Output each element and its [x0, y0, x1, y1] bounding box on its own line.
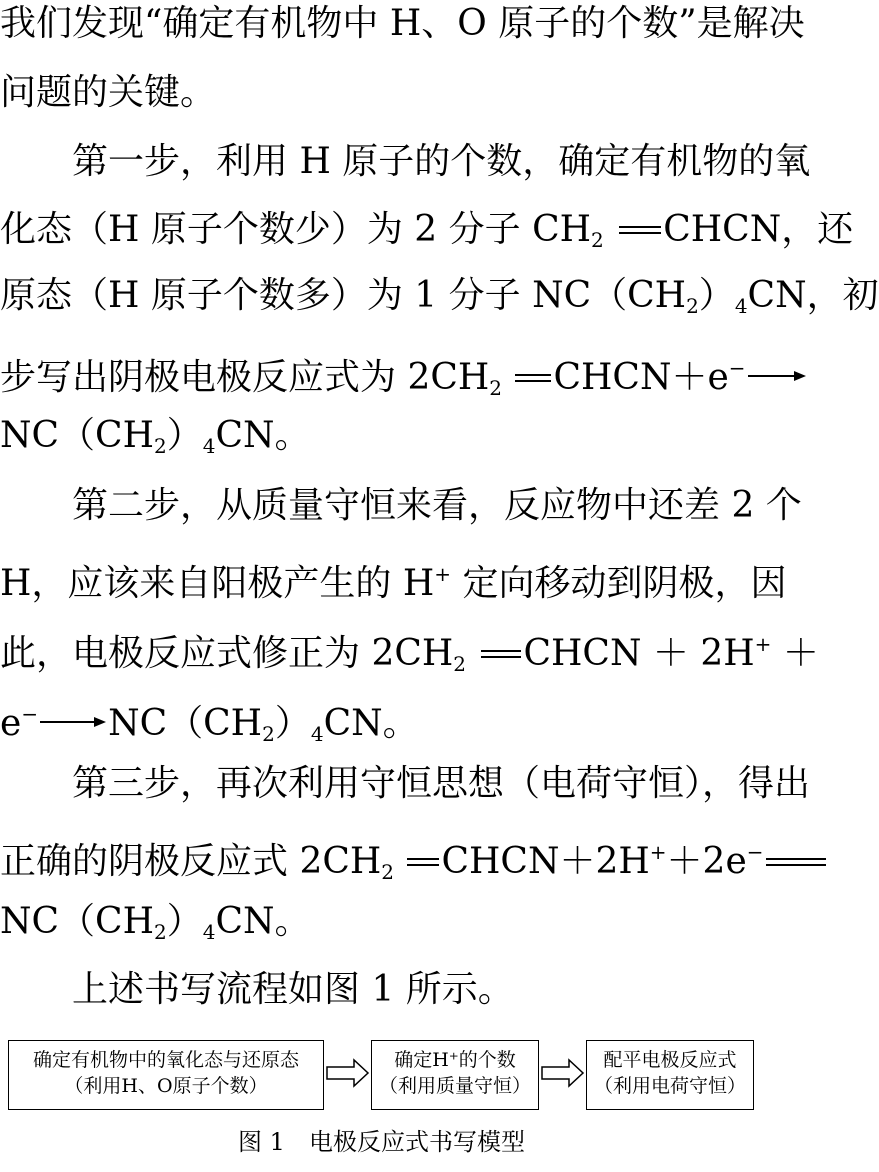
flow-box-note: （利用质量守恒） — [378, 1075, 531, 1097]
flow-box-title: 确定H⁺的个数 — [394, 1049, 516, 1071]
equals-sign-icon — [764, 856, 828, 868]
flow-box-title: 配平电极反应式 — [603, 1049, 737, 1071]
paragraph-line: 正确的阴极反应式 $2CH_2$ CHCN＋2H+＋2e− — [0, 830, 763, 874]
flow-box-h-plus-count — [371, 1040, 539, 1110]
step3-heading-line: 第三步，再次利用守恒思想（电荷守恒），得出 — [72, 763, 811, 804]
paragraph-line: e− $NC(CH_2)_4CN$。 — [0, 702, 419, 746]
double-bond-icon — [513, 372, 553, 384]
step1-heading-line: 第一步，利用 H 原子的个数，确定有机物的氧 — [72, 141, 811, 182]
paragraph-line: $NC(CH_2)_4CN$。 — [0, 415, 311, 458]
paragraph-line: 上述书写流程如图 1 所示。 — [72, 969, 514, 1010]
paragraph-line: 原态（H 原子个数多）为 1 分子 $NC(CH_2)_4CN$，初 — [0, 275, 879, 318]
double-bond-icon — [477, 648, 523, 660]
flow-box-note: （利用电荷守恒） — [593, 1075, 746, 1097]
double-bond-icon — [405, 856, 441, 868]
reaction-arrow-icon — [746, 369, 808, 383]
paragraph-line: H，应该来自阳极产生的 H+ 定向移动到阴极，因 — [0, 562, 787, 604]
flow-box-balance-equation — [586, 1040, 754, 1110]
reaction-arrow-icon — [38, 715, 108, 729]
double-bond-icon — [615, 224, 663, 236]
flow-box-identify-states — [8, 1040, 324, 1110]
figure-caption: 图 1 电极反应式书写模型 — [238, 1128, 525, 1156]
paragraph-line: $NC(CH_2)_4CN$。 — [0, 901, 311, 944]
paragraph-line: 步写出阴极电极反应式为 $2CH_2$ CHCN＋e− — [0, 346, 763, 390]
paragraph-line: 问题的关键。 — [0, 72, 217, 113]
paragraph-line: 化态（H 原子个数少）为 2 分子 $CH_2$ CHCN，还 — [0, 209, 854, 252]
flow-arrow-icon — [326, 1058, 370, 1088]
flow-arrow-icon — [541, 1058, 585, 1088]
flow-box-title: 确定有机物中的氧化态与还原态 — [32, 1049, 299, 1071]
paragraph-line: 我们发现“确定有机物中 H、O 原子的个数”是解决 — [0, 3, 805, 44]
flow-box-note: （利用H、O原子个数） — [64, 1075, 268, 1097]
step2-heading-line: 第二步，从质量守恒来看，反应物中还差 2 个 — [72, 485, 802, 526]
paragraph-line: 此，电极反应式修正为 $2CH_2$ CHCN ＋ 2H+ ＋ — [0, 632, 819, 676]
